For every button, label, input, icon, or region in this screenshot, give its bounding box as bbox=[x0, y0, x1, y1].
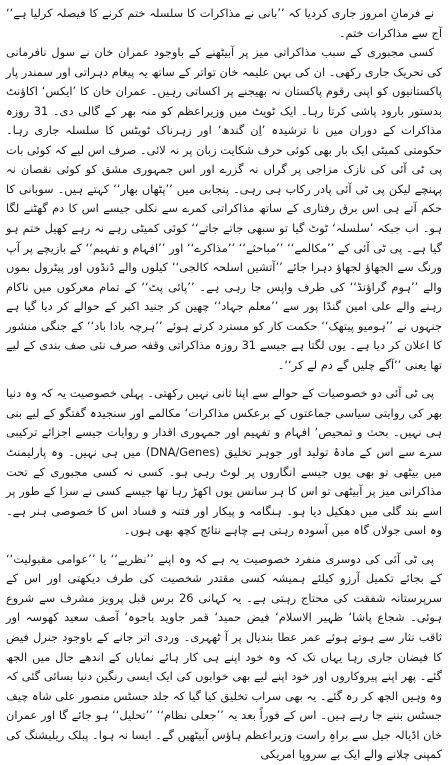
article-paragraph-3: پی ٹی آئی دو خصوصیات کے حوالے سے اپنا ثانی نہیں رکھتی۔ پہلی خصوصیت یہ کہ وہ دنیا بھر کی روایتی سیاسی جماعتوں کے برعکس مذاکرات‘ مکالمے اور سنجیدہ گفتگو کے لیے بنی ہی نہیں۔ بحث و تمحیص‘ افہام و تفہیم اور جمہوری اقدار و روایات جیسے اجزائے ترکیبی سرے سے اس کے مادۂ تولید اور جوہر تخلیق (DNA/Genes) میں ہی نہیں۔ وہ پارلیمنٹ میں بیٹھی تو بھی یوں جیسے انگاروں پر لوٹ رہی ہو۔ کسی نہ کسی مجبوری کے تحت مذاکراتی میز پر آبیٹھی تو اس کا ہر سانس یوں اکھڑ رہا تھا جیسے کسی نے سزا کے طور پر اسے بند گلی میں دھکیل دیا ہو۔ ہنگامہ و پیکار اور فتنہ و فساد اس کا خصوصی ہنر ہے۔ وہ اسی جولاں گاہ میں آسودہ رہتی ہے چاہے نتائج کچھ بھی ہوں۔ bbox=[6, 386, 442, 538]
article-paragraph-2: کسی مجبوری کے سبب مذاکراتی میز پر آبیٹھنے کے باوجود عمران خان نے سول نافرمانی کی تحریک جاری رکھی۔ ان کی بہن علیمہ خان تواتر کے ساتھ یہ پیغام دہراتی اور سمندر پار پاکستانیوں کو اپنی رقوم پاکستان نہ بھیجنے پر اکساتی رہیں۔ عمران خان کا ’ایکس‘ اکاؤنٹ بدستور بارود پاشی کرتا رہا۔ ایک ٹویٹ میں وزیراعظم کو منہ بھر کے گالی دی۔ 31 روزہ مذاکرات کے دوران میں نا ترشیدہ ’اِن گندھ‘ اور زہرناک ٹویٹس کا سلسلہ جاری رہا۔ حکومتی کمیٹی ایک بار بھی کوئی حرف شکایت زبان پر نہ لائی۔ صرف اس لیے کہ کوئی بات پی ٹی آئی کی نازک مزاجی پر گراں نہ گزرے اور اس جمہوری مشق کو کوئی نقصان نہ پہنچے لیکن پی ٹی آئی پادر رکاب ہی رہی۔ پنجابی میں ’’پٹھاں بھار‘‘ کہتے ہیں۔ سوبانی کا حکم آتے ہی اس برق رفتاری کے ساتھ مذاکراتی کمرے سے نکلی جیسے اس کا دم گھٹنے لگا ہو۔ اب جبکہ ’سلسلہ‘ ٹوٹ گیا تو سبھی جاتے جاتے‘‘ کوئی کمیٹی رہے نہ رہے کھیل ختم ہو گیا ہے۔ پی ٹی آئی کے ’’مکالمے‘‘ ’’مباحثے‘‘ ’’مذاکرے‘‘ اور ’’افہام و تفہیم‘‘ کے بازیچے پر آپ ورنگ سے الجھاؤ لجھاؤ دہرا جائے ’’آتشیں اسلحہ کالجی‘‘ کیلوں والے ڈنڈوں اور پیٹرول بموں والے ’’ہوم گراؤنڈ‘‘ کی طرف واپس جا رہی ہے۔ ’’پائی پٹ‘‘ کے تمام معرکوں میں ناکام رہنے والے علی امین گنڈا پور سے ’’معلم جہاد‘‘ چھین کر جنید اکبر کے حوالے کر دیا گیا ہے جنہوں نے ’’ہومیو پیتھک‘‘ حکمت کار کو مسترد کرتے ہوئے ’’ہرچہ بادا باد‘‘ کے جنگی منشور کا اعلان کر دیا ہے۔ یوں لگتا ہے جیسے 31 روزہ مذاکراتی وقفہ صرف نئی صف بندی کے لیے تھا یعنی ’’آگے چلیں گے دم لے کر‘‘۔ bbox=[6, 45, 442, 372]
article-paragraph-4: پی ٹی آئی کی دوسری منفرد خصوصیت یہ ہے کہ وہ اپنے ’’نظریے‘‘ یا ’’عوامی مقبولیت‘‘ کے بجائے تکمیل آرزو کیلئے ہمیشہ کسی مقتدر شخصیت کی طرف دیکھتی اور اس کے سرپرستانہ شفقت کی محتاج رہتی ہے۔ یہ کہانی 26 برس قبل پرویز مشرف سے شروع ہوئی۔ شجاع پاشا‘ ظہیر الاسلام‘ فیض حمید‘ قمر جاوید باجوہ‘ آصف سعید کھوسہ اور ثاقب نثار سے ہوتے ہوئے عمر عطا بندیال پر آ ٹھہری۔ وردی اتر جانے کے باوجود جنرل فیض کا فیضان جاری رہا یہاں تک کہ وہ خود اپنے ہی کار ہائے نمایاں کے اندھے جال میں الجھ گئے۔ پھر اپنے پیروکاروں اور خود اپنے لیے بھی خوابوں کی ایک ایسی رنگین دنیا بسائی گئی کہ وہ وہیں الجھ کر رہ گئے۔ یہ بھی سراب تخلیق کیا گیا کہ جلد جسٹس منصور علی شاہ چیف جسٹس بننے جا رہے ہیں۔ اس کے فوراً بعد یہ ’’جعلی نظام‘‘ ’’تحلیل‘‘ ہو جائے گا اور عمران خان اڈیالہ جیل سے براہِ راست وزیراعظم ہاؤس آبیٹھیں گے۔ ایسا نہ ہوا۔ پبلک ریلیشنگ کی کمپنی چلانے والے ایک بے سروپا امریکی bbox=[6, 551, 442, 762]
article-body bbox=[6, 4, 442, 762]
article-paragraph-1: نے فرمانِ امروز جاری کردیا کہ ’’بانی نے مذاکرات کا سلسلہ ختم کرنے کا فیصلہ کرلیا ہے‘‘ آج سے مذاکرات ختم۔ bbox=[6, 6, 442, 40]
